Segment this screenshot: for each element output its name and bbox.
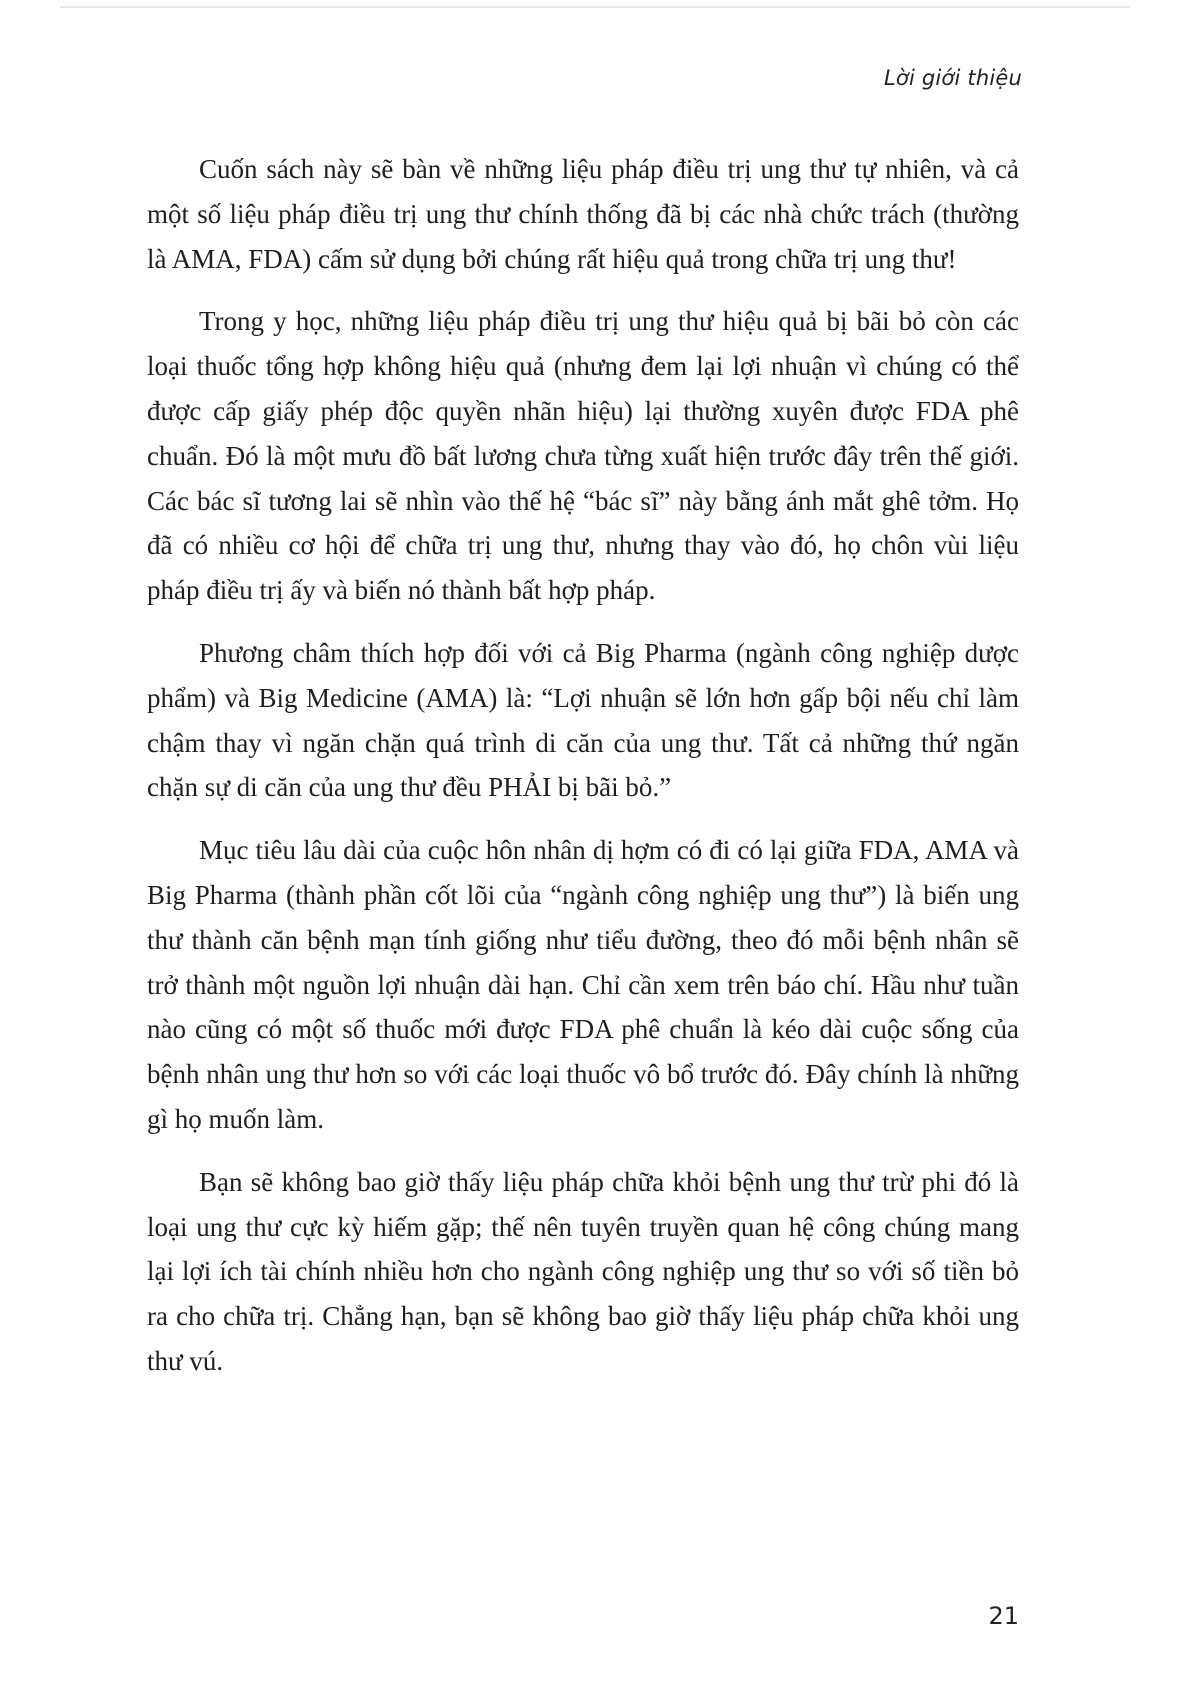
paragraph: Cuốn sách này sẽ bàn về những liệu pháp điều trị ung thư tự nhiên, và cả một số liệu pháp điều trị ung thư chính thống đã bị các nhà chức trách (thường là AMA, FDA) cấm sử dụng bởi chúng rất hiệu quả trong chữa trị ung thư!: [147, 154, 1019, 274]
page-number: 21: [988, 1602, 1019, 1630]
paragraph: Phương châm thích hợp đối với cả Big Pharma (ngành công nghiệp dược phẩm) và Big Medicine (AMA) là: “Lợi nhuận sẽ lớn hơn gấp bội nếu chỉ làm chậm thay vì ngăn chặn quá trình di căn của ung thư. Tất cả những thứ ngăn chặn sự di căn của ung thư đều PHẢI bị bãi bỏ.”: [147, 637, 1019, 803]
body-text: [147, 147, 1019, 1402]
paragraph: Trong y học, những liệu pháp điều trị ung thư hiệu quả bị bãi bỏ còn các loại thuốc tổng hợp không hiệu quả (nhưng đem lại lợi nhuận vì chúng có thể được cấp giấy phép độc quyền nhãn hiệu) lại thường xuyên được FDA phê chuẩn. Đó là một mưu đồ bất lương chưa từng xuất hiện trước đây trên thế giới. Các bác sĩ tương lai sẽ nhìn vào thế hệ “bác sĩ” này bằng ánh mắt ghê tởm. Họ đã có nhiều cơ hội để chữa trị ung thư, nhưng thay vào đó, họ chôn vùi liệu pháp điều trị ấy và biến nó thành bất hợp pháp.: [147, 306, 1019, 606]
page-top-edge: [60, 6, 1130, 8]
running-header: Lời giới thiệu: [884, 66, 1022, 90]
paragraph: Mục tiêu lâu dài của cuộc hôn nhân dị hợm có đi có lại giữa FDA, AMA và Big Pharma (thành phần cốt lõi của “ngành công nghiệp ung thư”) là biến ung thư thành căn bệnh mạn tính giống như tiểu đường, theo đó mỗi bệnh nhân sẽ trở thành một nguồn lợi nhuận dài hạn. Chỉ cần xem trên báo chí. Hầu như tuần nào cũng có một số thuốc mới được FDA phê chuẩn là kéo dài cuộc sống của bệnh nhân ung thư hơn so với các loại thuốc vô bổ trước đó. Đây chính là những gì họ muốn làm.: [147, 835, 1019, 1134]
paragraph: Bạn sẽ không bao giờ thấy liệu pháp chữa khỏi bệnh ung thư trừ phi đó là loại ung thư cực kỳ hiếm gặp; thế nên tuyên truyền quan hệ công chúng mang lại lợi ích tài chính nhiều hơn cho ngành công nghiệp ung thư so với số tiền bỏ ra cho chữa trị. Chẳng hạn, bạn sẽ không bao giờ thấy liệu pháp chữa khỏi ung thư vú.: [147, 1166, 1019, 1376]
